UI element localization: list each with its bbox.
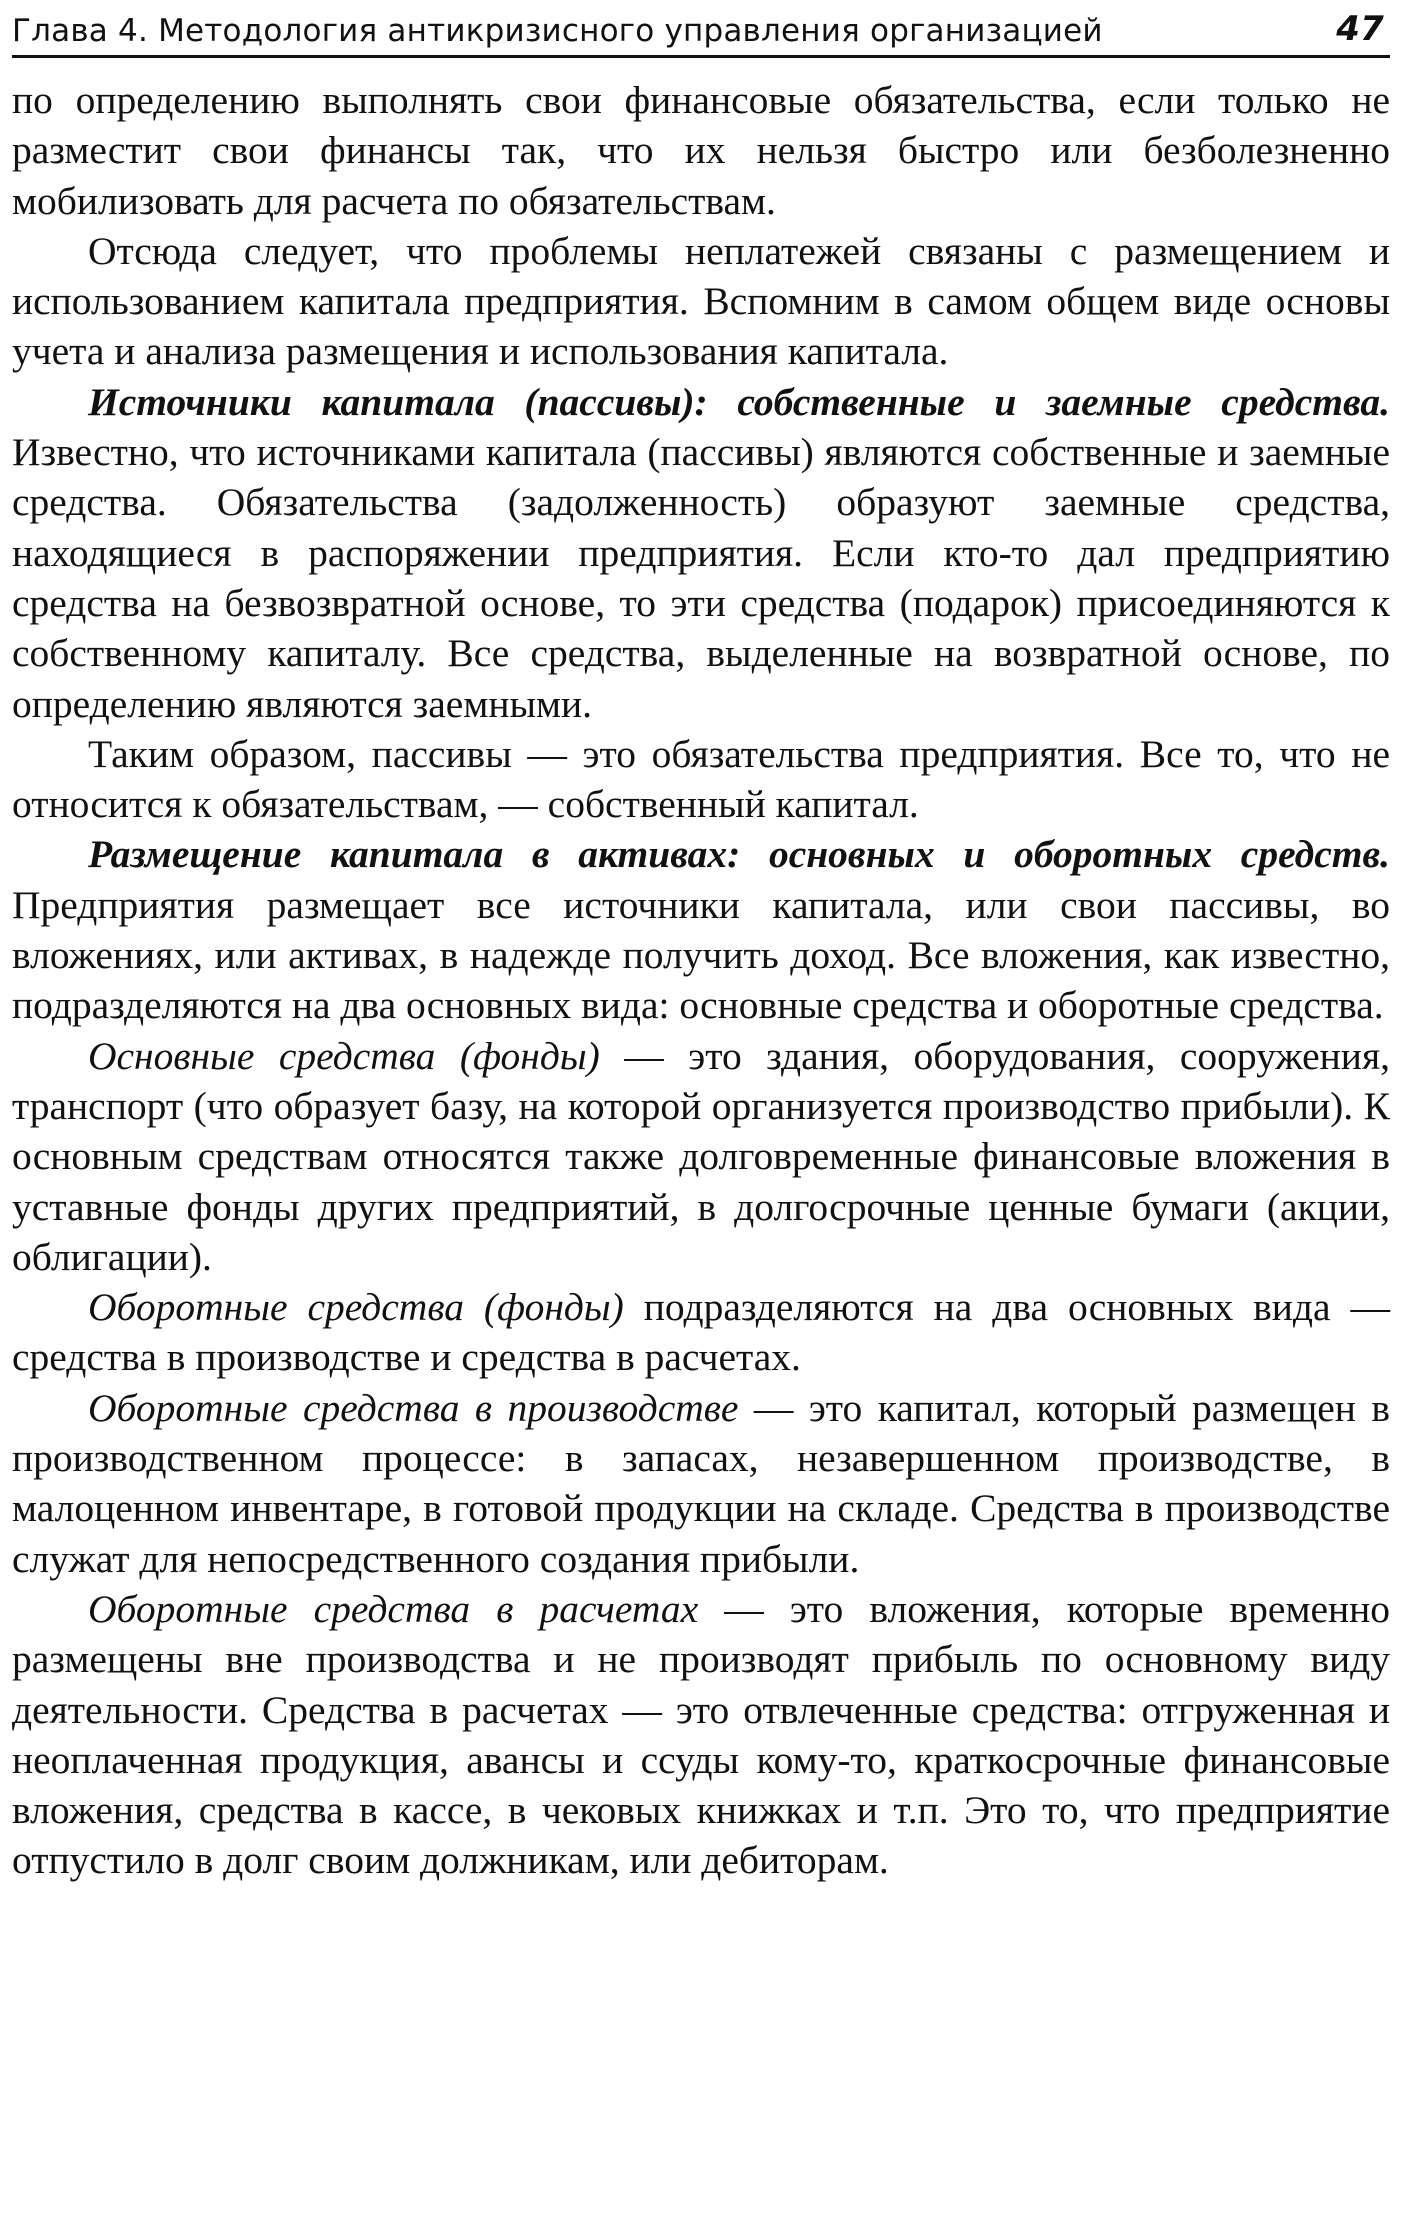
paragraph-capital-sources [12,377,1390,729]
paragraph-text: Отсюда следует, что проблемы неплатежей связаны с размещением и использованием капитала предприятия. Вспомним в самом общем виде основы учета и анализа размещения и использования капитала. [12,228,1390,374]
paragraph-text: Известно, что источниками капитала (пассивы) являются собственные и заемные средства. Обязательства (задолженность) образуют заемные средства, находящиеся в распоряжении предприятия. Если кто-то дал предприятию средства на безвозвратной основе, то эти средства (подарок) присоединяются к собственному капиталу. Все средства, выделенные на возвратной основе, по определению являются заемными. [12,430,1390,726]
paragraph-text: Предприятия размещает все источники капитала, или свои пассивы, во вложениях, или активах, в надежде получить доход. Все вложения, как известно, подразделяются на два основных вида: основные средства и оборотные средства. [12,882,1390,1028]
paragraph-working-capital-settlements [12,1584,1390,1886]
paragraph-fixed-assets [12,1031,1390,1282]
paragraph-working-capital-production [12,1383,1390,1584]
page-number: 47 [1336,9,1384,49]
paragraph-lead-heading: Источники капитала (пассивы): собственные и заемные средства. [88,379,1390,424]
running-header [12,0,1390,58]
paragraph-text: — это капитал, который размещен в производственном процессе: в запасах, незавершенном производстве, в малоценном инвентаре, в готовой продукции на складе. Средства в производстве служат для непосредственного создания прибыли. [12,1385,1390,1581]
paragraph-text: Таким образом, пассивы — это обязательства предприятия. Все то, что не относится к обязательствам, — собственный капитал. [12,731,1390,827]
paragraph-lead-term: Оборотные средства в расчетах [88,1586,699,1631]
paragraph-working-capital [12,1282,1390,1383]
paragraph-text: по определению выполнять свои финансовые обязательства, если только не разместит свои финансы так, что их нельзя быстро или безболезненно мобилизовать для расчета по обязательствам. [12,78,1390,223]
paragraph-lead-term: Основные средства (фонды) [88,1033,600,1078]
paragraph-liabilities [12,729,1390,830]
paragraph-text: подразделяются на два основных вида — средства в производстве и средства в расчетах. [12,1285,1390,1380]
paragraph-capital-placement [12,829,1390,1030]
paragraph-continuation [12,75,1390,226]
running-title: Глава 4. Методология антикризисного управления организацией [12,13,1103,49]
paragraph-nonpayment [12,226,1390,377]
paragraph-lead-heading: Размещение капитала в активах: основных и оборотных средств. [88,832,1390,877]
body-text [12,75,1390,1886]
paragraph-text: — это вложения, которые временно размещены вне производства и не производят прибыль по основному виду деятельности. Средства в расчетах — это отвлеченные средства: отгруженная и неоплаченная продукция, авансы и ссуды кому-то, краткосрочные финансовые вложения, средства в кассе, в чековых книжках и т.п. Это то, что предприятие отпустило в долг своим должникам, или дебиторам. [12,1586,1391,1883]
paragraph-lead-term: Оборотные средства в производстве [88,1385,739,1430]
paragraph-text: — это здания, оборудования, сооружения, транспорт (что образует базу, на которой организуется производство прибыли). К основным средствам относятся также долговременные финансовые вложения в уставные фонды других предприятий, в долгосрочные ценные бумаги (акции, облигации). [12,1033,1390,1279]
book-page [12,0,1390,1886]
paragraph-lead-term: Оборотные средства (фонды) [88,1285,624,1330]
